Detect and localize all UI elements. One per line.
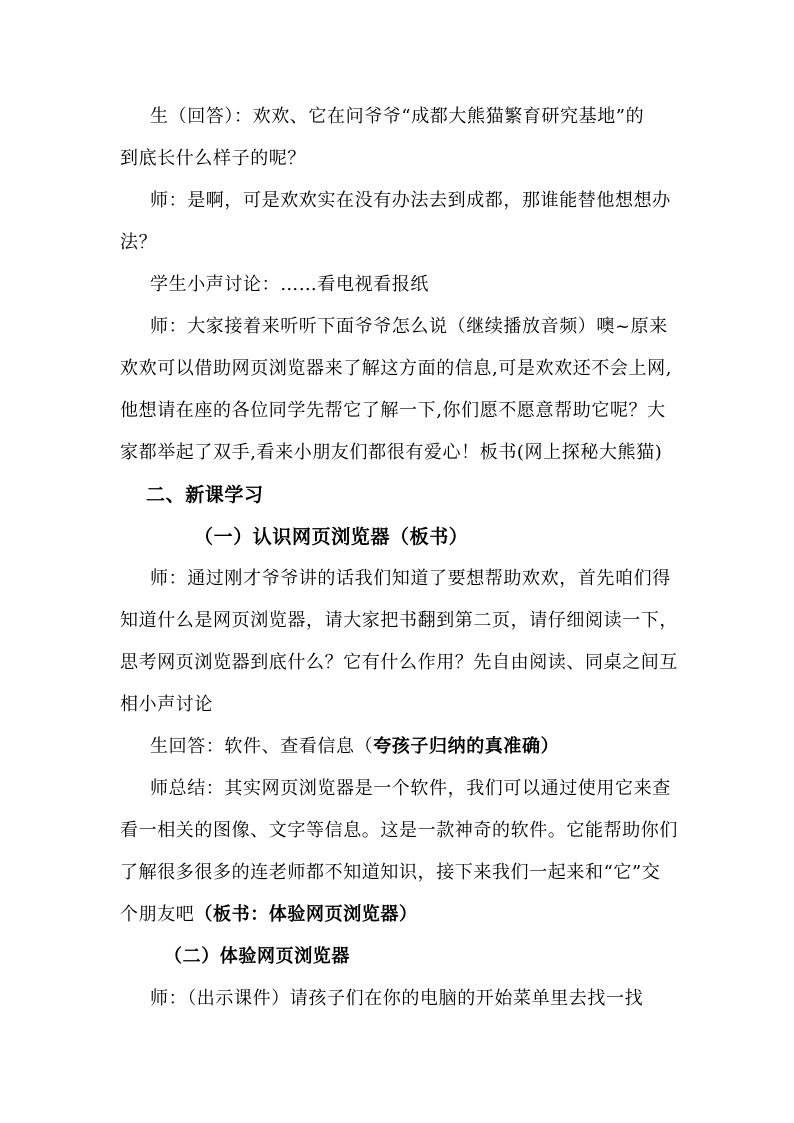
- answer-text: 生回答：软件、查看信息（: [150, 736, 374, 757]
- paragraph-line: 知道什么是网页浏览器，请大家把书翻到第二页，请仔细阅读一下，: [120, 610, 678, 631]
- paragraph-line: 法？: [120, 232, 158, 253]
- subsection-heading: （一）认识网页浏览器（板书）: [194, 526, 469, 548]
- paragraph-line: 师：通过刚才爷爷讲的话我们知道了要想帮助欢欢，首先咱们得: [150, 568, 671, 589]
- paragraph-line: 生（回答）：欢欢、它在问爷爷“成都大熊猫繁育研究基地”的: [150, 106, 645, 127]
- paragraph-line: 学生小声讨论：……看电视看报纸: [150, 274, 429, 295]
- paragraph-line: [120, 902, 418, 928]
- paragraph-line: 师总结：其实网页浏览器是一个软件，我们可以通过使用它来查: [150, 778, 671, 799]
- paragraph-line: 了解很多很多的连老师都不知道知识，接下来我们一起来和“它”交: [120, 862, 661, 883]
- paragraph-line: [150, 734, 559, 760]
- subsection-heading: （二）体验网页浏览器: [164, 946, 350, 967]
- praise-text: 夸孩子归纳的真准确）: [373, 736, 560, 757]
- paragraph-line: 师：大家接着来听听下面爷爷怎么说（继续播放音频）噢~原来: [150, 316, 668, 337]
- paragraph-line: 欢欢可以借助网页浏览器来了解这方面的信息,可是欢欢还不会上网,: [120, 358, 673, 379]
- paragraph-line: 看一相关的图像、文字等信息。这是一款神奇的软件。它能帮助你们: [120, 820, 678, 841]
- paragraph-line: 家都举起了双手,看来小朋友们都很有爱心！板书(网上探秘大熊猫): [120, 442, 663, 463]
- section-heading: 二、新课学习: [146, 484, 264, 506]
- paragraph-line: 思考网页浏览器到底什么？它有什么作用？先自由阅读、同桌之间互: [120, 652, 678, 673]
- friend-text: 个朋友吧: [120, 904, 195, 925]
- paragraph-line: 师：（出示课件）请孩子们在你的电脑的开始菜单里去找一找: [150, 988, 644, 1009]
- paragraph-line: 到底长什么样子的呢？: [120, 148, 306, 169]
- board-note: （板书：体验网页浏览器）: [194, 904, 418, 925]
- paragraph-line: 师：是啊，可是欢欢实在没有办法去到成都，那谁能替他想想办: [150, 190, 671, 211]
- paragraph-line: 他想请在座的各位同学先帮它了解一下,你们愿不愿意帮助它呢？大: [120, 400, 666, 421]
- paragraph-line: 相小声讨论: [120, 694, 213, 715]
